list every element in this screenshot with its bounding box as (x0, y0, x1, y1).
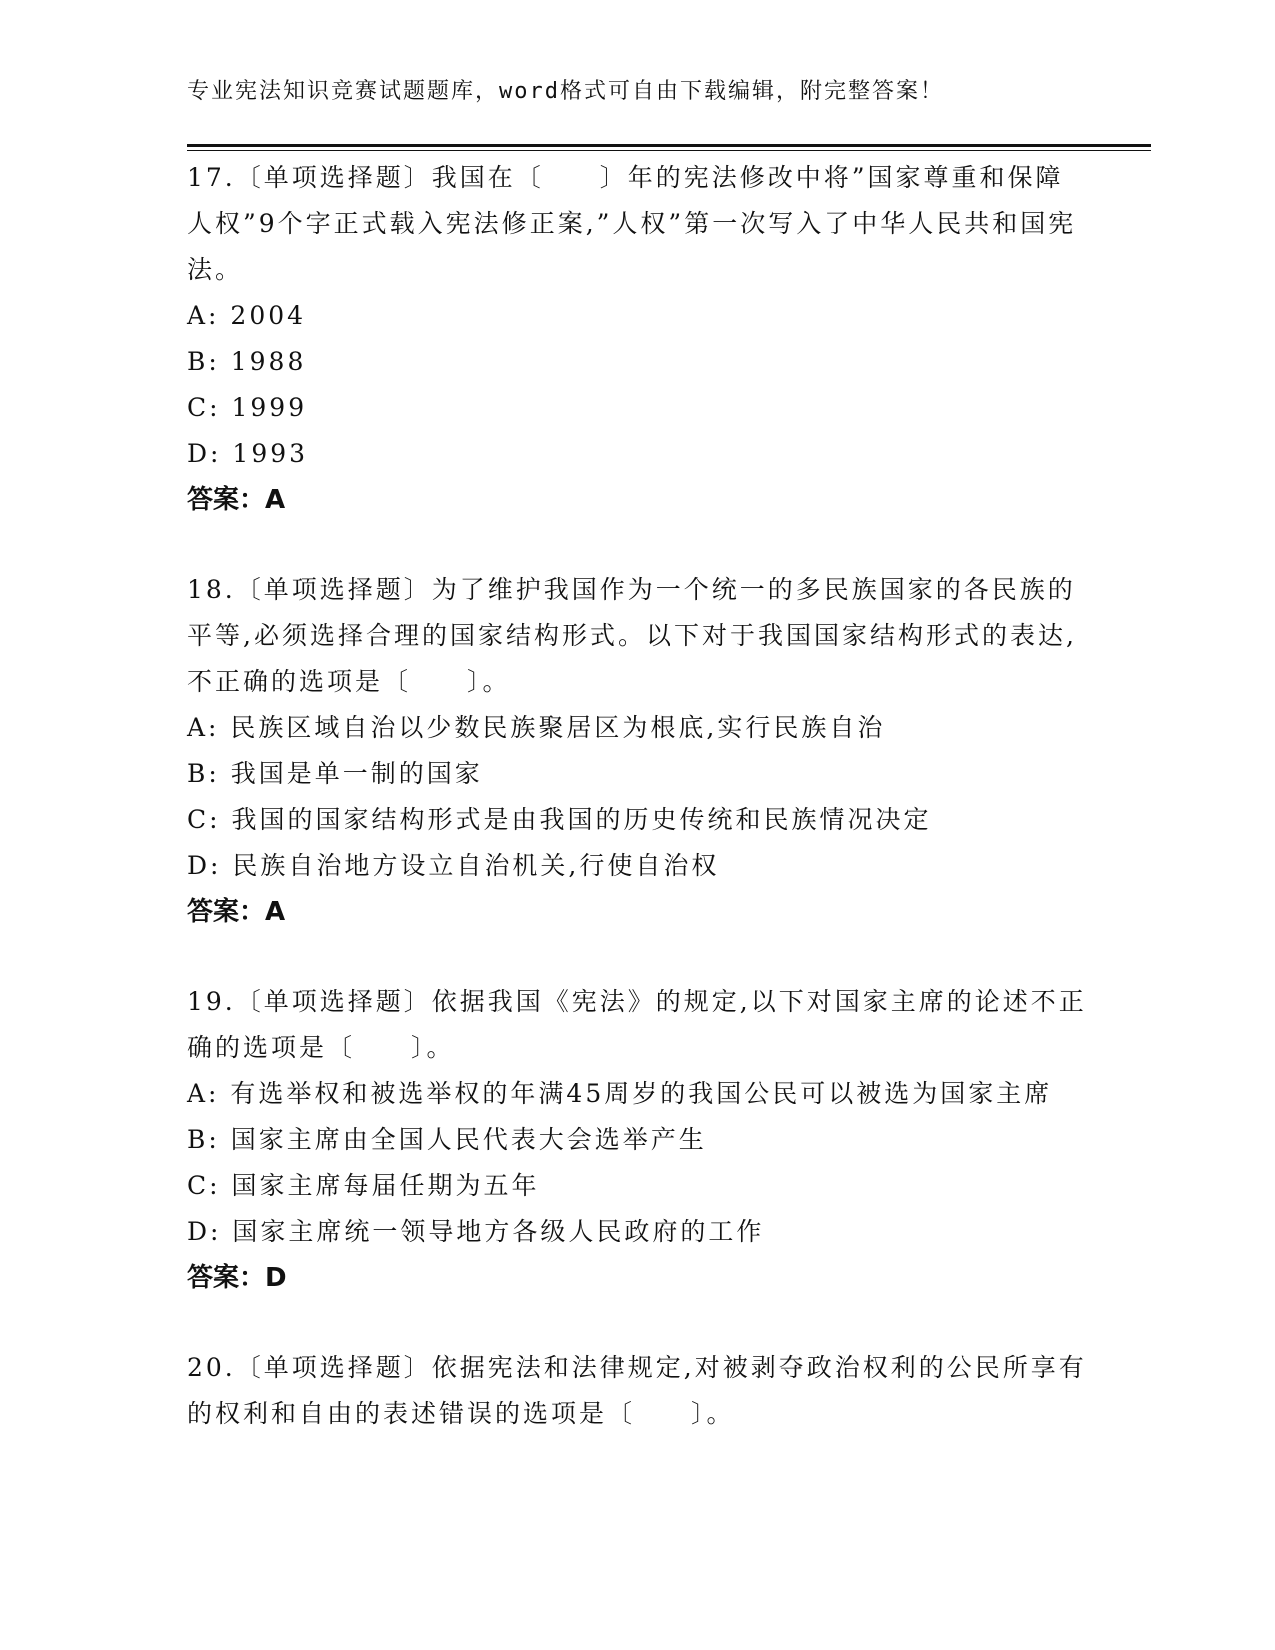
header-rule-thin (187, 150, 1151, 151)
option-d: D: 民族自治地方设立自治机关,行使自治权 (187, 851, 720, 880)
answer-label: 答案：D (187, 1263, 287, 1293)
question-list (187, 155, 1087, 1481)
option-b: B: 我国是单一制的国家 (187, 759, 483, 788)
document-header: 专业宪法知识竞赛试题题库，word格式可自由下载编辑，附完整答案！ (187, 79, 944, 104)
option-c: C: 国家主席每届任期为五年 (187, 1171, 540, 1200)
option-b: B: 1988 (187, 347, 307, 376)
question-stem: 20.〔单项选择题〕依据宪法和法律规定,对被剥夺政治权利的公民所享有的权利和自由的表述错误的选项是〔 〕。 (187, 1353, 1087, 1428)
answer-label: 答案：A (187, 897, 286, 927)
question-18 (187, 567, 1087, 935)
option-c: C: 1999 (187, 393, 308, 422)
option-b: B: 国家主席由全国人民代表大会选举产生 (187, 1125, 707, 1154)
question-19 (187, 979, 1087, 1301)
answer-label: 答案：A (187, 485, 286, 515)
option-a: A: 有选举权和被选举权的年满45周岁的我国公民可以被选为国家主席 (187, 1079, 1053, 1108)
option-a: A: 2004 (187, 301, 307, 330)
option-c: C: 我国的国家结构形式是由我国的历史传统和民族情况决定 (187, 805, 932, 834)
question-stem: 17.〔单项选择题〕我国在〔 〕年的宪法修改中将”国家尊重和保障人权”9个字正式载入宪法修正案,”人权”第一次写入了中华人民共和国宪法。 (187, 163, 1077, 284)
question-20 (187, 1345, 1087, 1437)
question-stem: 19.〔单项选择题〕依据我国《宪法》的规定,以下对国家主席的论述不正确的选项是〔 〕。 (187, 987, 1087, 1062)
question-stem: 18.〔单项选择题〕为了维护我国作为一个统一的多民族国家的各民族的平等,必须选择合理的国家结构形式。以下对于我国国家结构形式的表达,不正确的选项是〔 〕。 (187, 575, 1077, 696)
option-d: D: 1993 (187, 439, 309, 468)
question-17 (187, 155, 1087, 523)
option-d: D: 国家主席统一领导地方各级人民政府的工作 (187, 1217, 765, 1246)
option-a: A: 民族区域自治以少数民族聚居区为根底,实行民族自治 (187, 713, 886, 742)
header-rule-thick (187, 144, 1151, 147)
